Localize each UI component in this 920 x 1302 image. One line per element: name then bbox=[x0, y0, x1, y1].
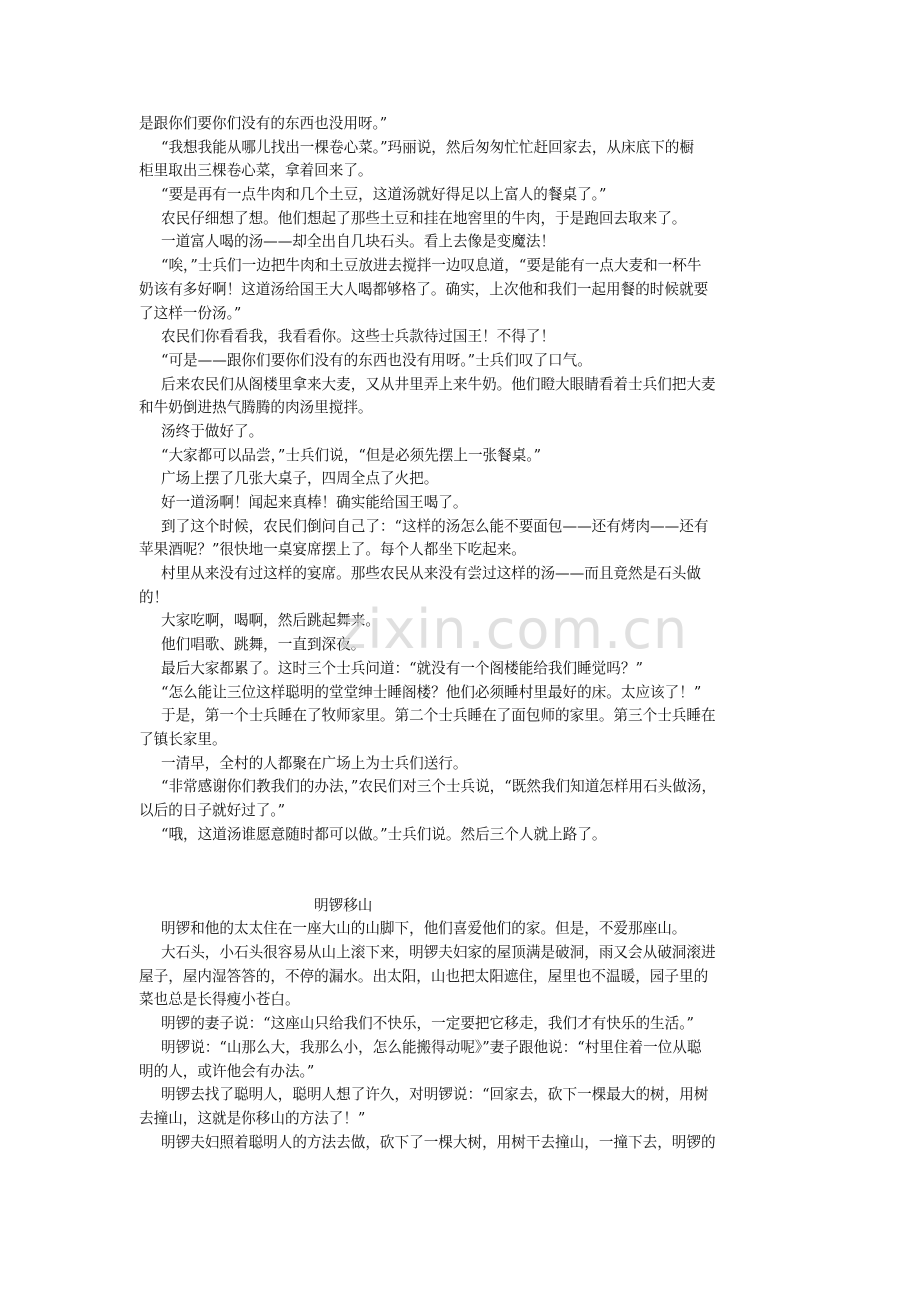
paragraph-line: “我想我能从哪儿找出一棵卷心菜。”玛丽说，然后匆匆忙忙赶回家去，从床底下的橱 bbox=[161, 138, 694, 156]
paragraph-line: 好一道汤啊！闻起来真棒！确实能给国王喝了。 bbox=[161, 494, 468, 511]
paragraph-line: “唉，”士兵们一边把牛肉和土豆放进去搅拌一边叹息道，“要是能有一点大麦和一杯牛 bbox=[161, 257, 702, 275]
paragraph-line: 奶该有多好啊！这道汤给国王大人喝都够格了。确实，上次他和我们一起用餐的时候就要 bbox=[139, 280, 709, 298]
paragraph-line: 广场上摆了几张大桌子，四周全点了火把。 bbox=[161, 470, 439, 488]
paragraph-line: “怎么能让三位这样聪明的堂堂绅士睡阁楼？他们必须睡村里最好的床。太应该了！” bbox=[161, 683, 702, 701]
section-title: 明锣移山 bbox=[314, 896, 373, 914]
paragraph-line: 到了这个时候，农民们倒问自己了：“这样的汤怎么能不要面包——还有烤肉——还有 bbox=[161, 517, 709, 535]
paragraph-line: 他们唱歌、跳舞，一直到深夜。 bbox=[161, 636, 366, 654]
paragraph-line: 明锣去找了聪明人，聪明人想了许久，对明锣说：“回家去，砍下一棵最大的树，用树 bbox=[161, 1086, 709, 1104]
paragraph-line: 明锣夫妇照着聪明人的方法去做，砍下了一棵大树，用树干去撞山，一撞下去，明锣的 bbox=[161, 1133, 716, 1151]
paragraph-line: “哦，这道汤谁愿意随时都可以做。”士兵们说。然后三个人就上路了。 bbox=[161, 825, 607, 843]
paragraph-line: 了这样一份汤。” bbox=[139, 304, 242, 322]
paragraph-line: 大石头，小石头很容易从山上滚下来，明锣夫妇家的屋顶满是破洞，雨又会从破洞滚进 bbox=[161, 944, 716, 962]
paragraph-line: 明的人，或许他会有办法。” bbox=[139, 1062, 315, 1080]
paragraph-line: 大家吃啊，喝啊，然后跳起舞来。 bbox=[161, 612, 380, 630]
paragraph-line: 最后大家都累了。这时三个士兵问道：“就没有一个阁楼能给我们睡觉吗？” bbox=[161, 659, 643, 677]
paragraph-line: 一道富人喝的汤——却全出自几块石头。看上去像是变魔法！ bbox=[161, 233, 556, 251]
paragraph-line: 于是，第一个士兵睡在了牧师家里。第二个士兵睡在了面包师的家里。第三个士兵睡在 bbox=[161, 707, 716, 725]
paragraph-line: 菜也总是长得瘦小苍白。 bbox=[139, 991, 300, 1009]
paragraph-line: 和牛奶倒进热气腾腾的肉汤里搅拌。 bbox=[139, 399, 373, 417]
paragraph-line: 是跟你们要你们没有的东西也没用呀。” bbox=[139, 115, 388, 132]
watermark-text: zixin.com.cn bbox=[338, 598, 689, 661]
paragraph-line: 明锣说：“山那么大，我那么小，怎么能搬得动呢》”妻子跟他说：“村里住着一位从聪 bbox=[161, 1038, 702, 1056]
document-body bbox=[139, 112, 789, 1154]
paragraph-line: 去撞山，这就是你移山的方法了！” bbox=[139, 1109, 366, 1127]
blank-line bbox=[139, 846, 789, 870]
paragraph-line: 苹果酒呢？”很快地一桌宴席摆上了。每个人都坐下吃起来。 bbox=[139, 541, 526, 559]
paragraph-line: 村里从来没有过这样的宴席。那些农民从来没有尝过这样的汤——而且竟然是石头做 bbox=[161, 565, 701, 583]
paragraph-line: 明锣和他的太太住在一座大山的山脚下，他们喜爱他们的家。但是，不爱那座山。 bbox=[161, 920, 687, 938]
paragraph-line: 明锣的妻子说：“这座山只给我们不快乐，一定要把它移走，我们才有快乐的生活。” bbox=[161, 1015, 694, 1033]
paragraph-line: 以后的日子就好过了。” bbox=[139, 801, 286, 819]
paragraph-line: 汤终于做好了。 bbox=[161, 422, 264, 440]
paragraph-line: “大家都可以品尝，”士兵们说，“但是必须先摆上一张餐桌。” bbox=[161, 446, 542, 464]
paragraph-line: “非常感谢你们教我们的办法，”农民们对三个士兵说，“既然我们知道怎样用石头做汤， bbox=[161, 778, 717, 796]
blank-line bbox=[139, 870, 789, 894]
paragraph-line: 农民仔细想了想。他们想起了那些土豆和挂在地窖里的牛肉，于是跑回去取来了。 bbox=[161, 209, 687, 227]
paragraph-line: 一清早，全村的人都聚在广场上为士兵们送行。 bbox=[161, 754, 468, 772]
paragraph-line: 后来农民们从阁楼里拿来大麦，又从井里弄上来牛奶。他们瞪大眼睛看着士兵们把大麦 bbox=[161, 375, 716, 393]
paragraph-line: 了镇长家里。 bbox=[139, 730, 227, 748]
paragraph-line: 农民们你看看我，我看看你。这些士兵款待过国王！不得了！ bbox=[161, 328, 556, 346]
paragraph-line: 的！ bbox=[139, 588, 169, 606]
paragraph-line: “要是再有一点牛肉和几个土豆，这道汤就好得足以上富人的餐桌了。” bbox=[161, 186, 607, 204]
paragraph-line: 柜里取出三棵卷心菜，拿着回来了。 bbox=[139, 162, 373, 180]
paragraph-line: “可是——跟你们要你们没有的东西也没有用呀。”士兵们叹了口气。 bbox=[161, 351, 592, 369]
paragraph-line: 屋子，屋内湿答答的，不停的漏水。出太阳，山也把太阳遮住，屋里也不温暖，园子里的 bbox=[139, 967, 709, 985]
